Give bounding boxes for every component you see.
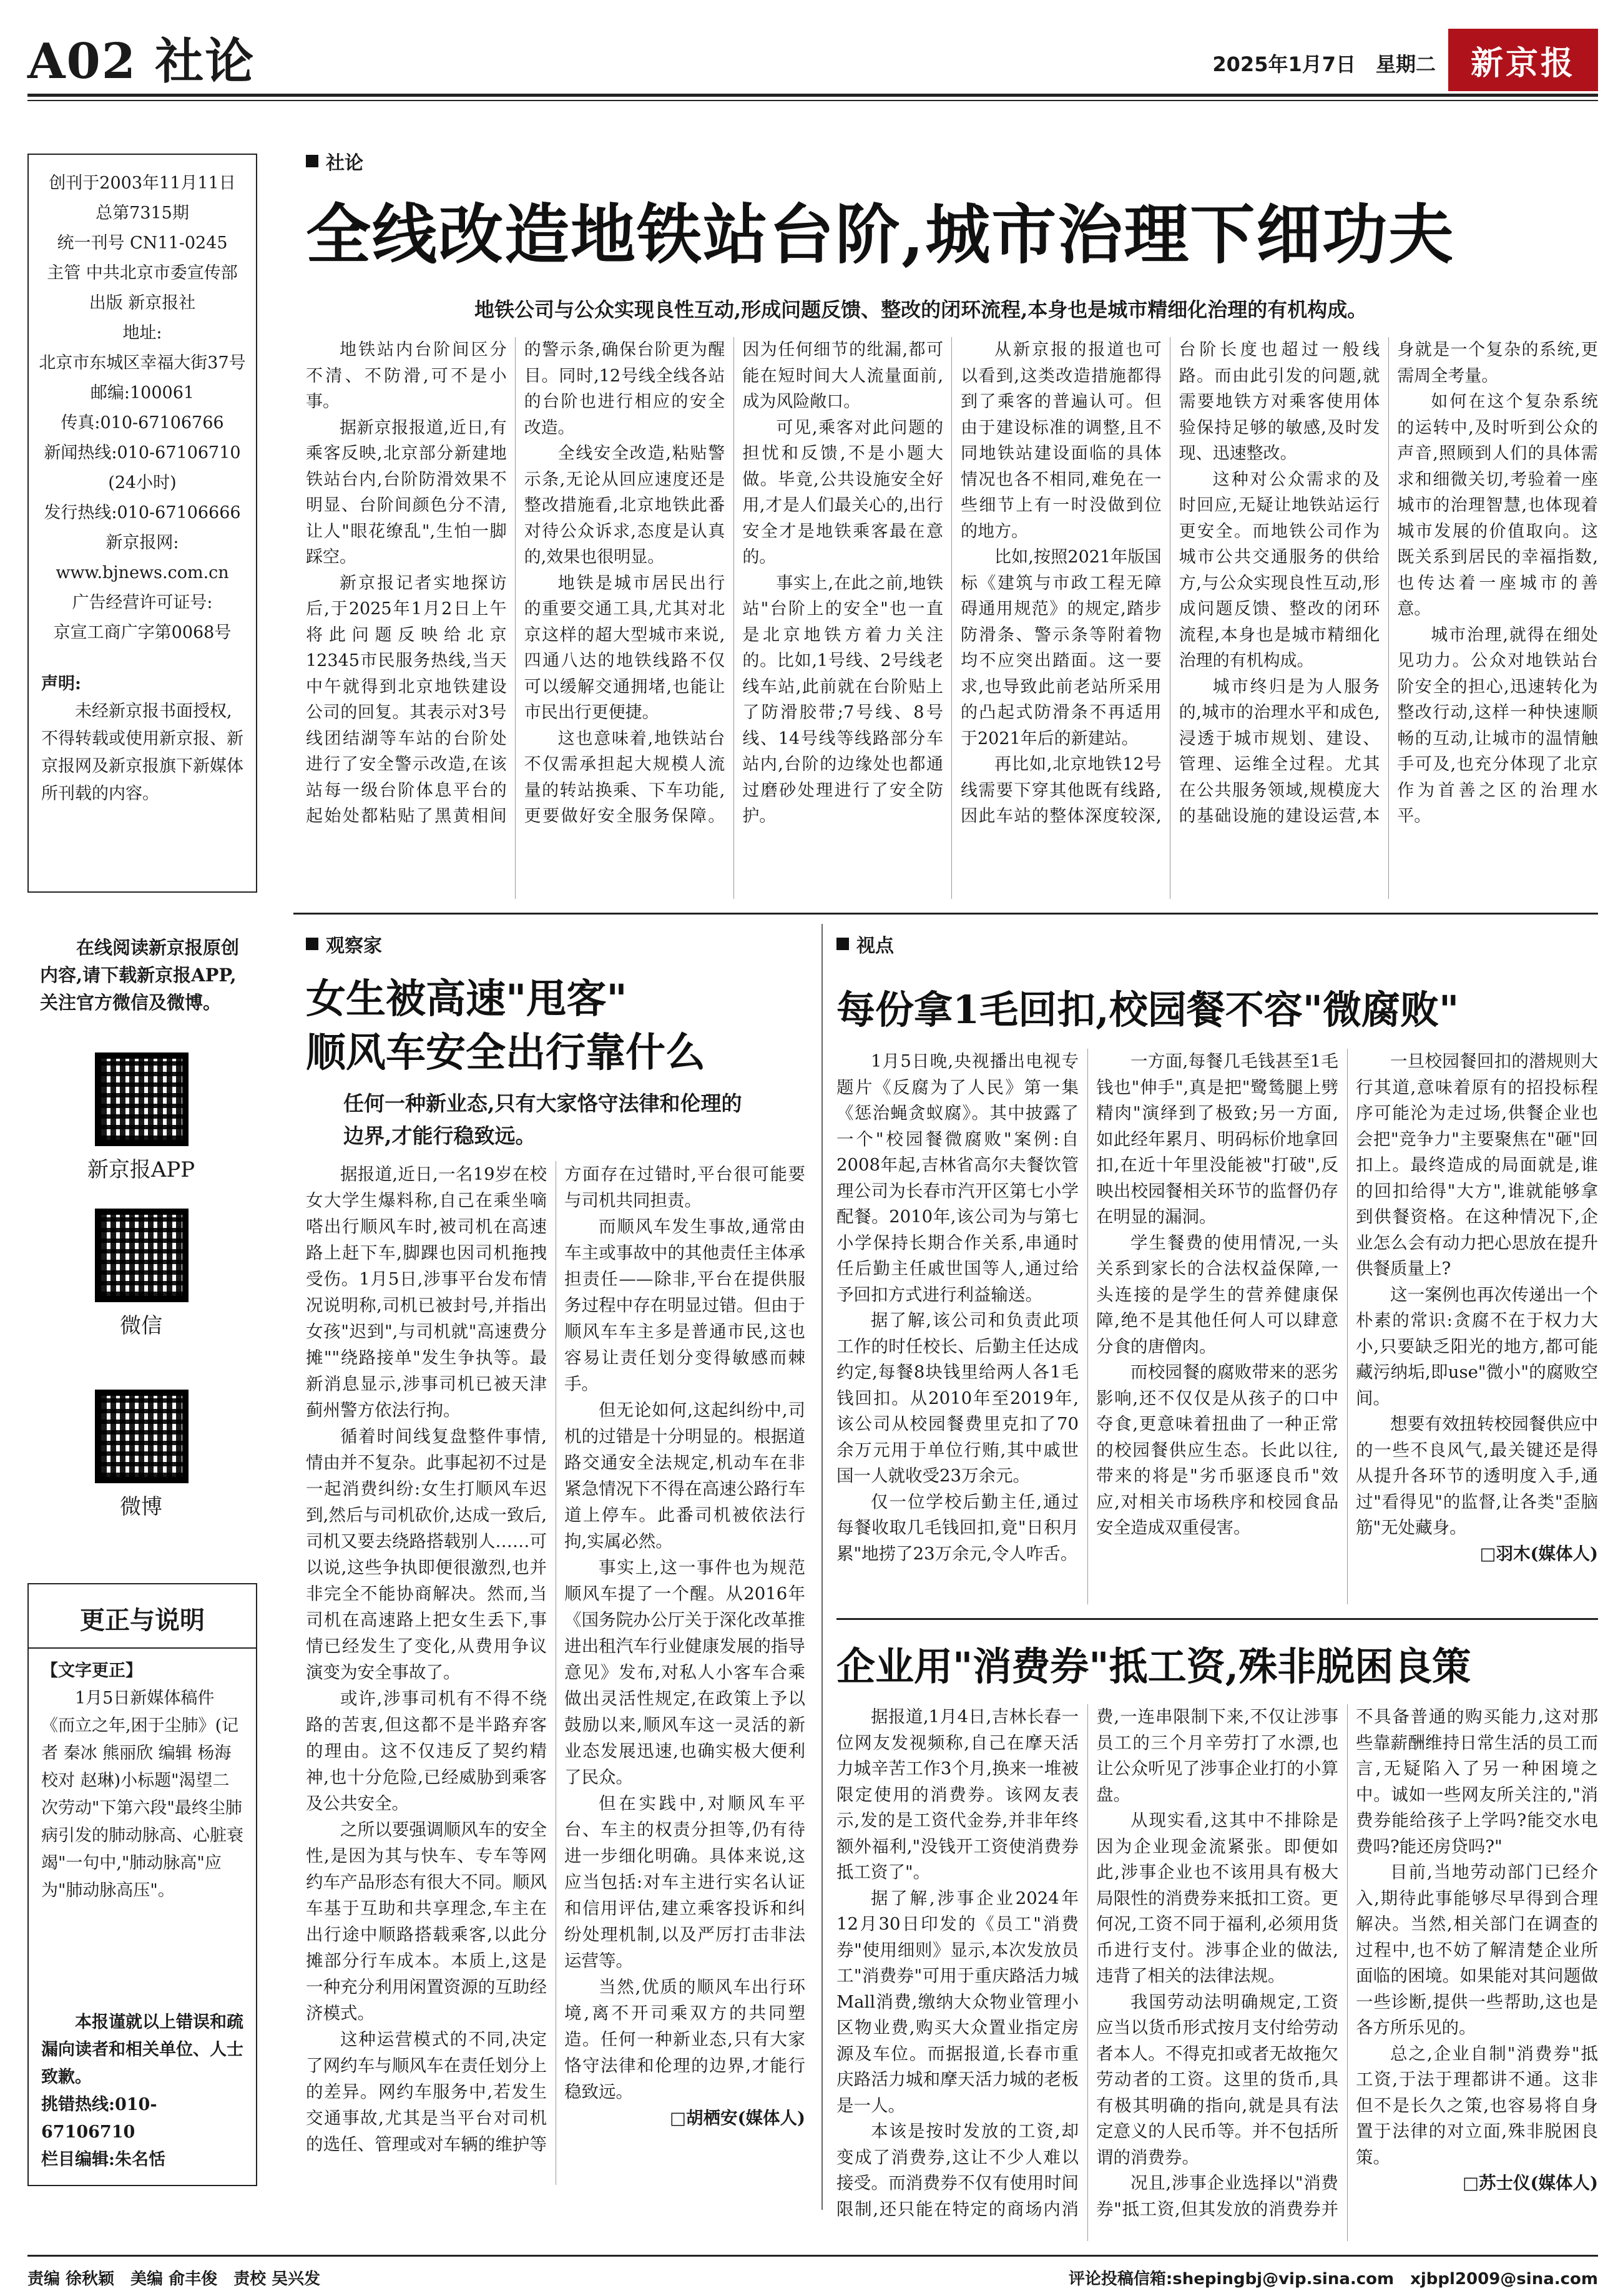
editorial-headline: 全线改造地铁站台阶,城市治理下细功夫 bbox=[306, 196, 1455, 273]
article-paragraph: 地铁是城市居民出行的重要交通工具,尤其对北京这样的超大型城市来说,四通八达的地铁线路不仅可以缓解交通拥堵,也能让市民出行更便捷。 bbox=[524, 573, 725, 722]
editorial-deck: 地铁公司与公众实现良性互动,形成问题反馈、整改的闭环流程,本身也是城市精细化治理的有机构成。 bbox=[474, 298, 1368, 321]
article-paragraph: 这种对公众需求的及时回应,无疑让地铁站运行更安全。而地铁公司作为城市公共交通服务的供给方,与公众实现良性互动,形成问题反馈、整改的闭环流程,本身也是城市精细化治理的有机构成。 bbox=[1179, 469, 1380, 670]
article-paragraph: 事实上,在此之前,地铁站"台阶上的安全"也一直是北京地铁方着力关注的。比如,1号线、2号线老线车站,此前就在台阶贴上了防滑胶带;7号线、8号线、14号线等线路部分车站内,台阶的边缘处也都通过磨砂处理进行了安全防护。 bbox=[742, 573, 943, 826]
statement bbox=[29, 670, 256, 808]
article-paragraph: 之所以要强调顺风车的安全性,是因为其与快车、专车等网约车产品形态有很大不同。顺风车基于互助和共享理念,车主在出行途中顺路搭载乘客,以此分摊部分行车成本。本质上,这是一种充分利用闲置资源的互助经济模式。 bbox=[306, 1820, 547, 2023]
article-paragraph: 但无论如何,这起纠纷中,司机的过错是十分明显的。根据道路交通安全法规定,机动车在非紧急情况下不得在高速公路行车道上停车。此番司机被依法行拘,实属必然。 bbox=[564, 1400, 805, 1551]
article-paragraph: 如何在这个复杂系统的运转中,及时听到公众的声音,照顾到人们的具体需求和细微关切,考验着一座城市的治理智慧,也体现着城市发展的价值取向。这既关系到居民的幸福指数,也传达着一座城市的善意。 bbox=[1397, 392, 1598, 619]
page-number: A02 社论 bbox=[27, 33, 255, 90]
article-paragraph: 总之,企业自制"消费券"抵工资,于法于理都讲不通。这非但不是长久之策,也容易将自身置于法律的对立面,殊非脱困良策。 bbox=[1356, 2043, 1598, 2167]
article-paragraph: 这一案例也再次传递出一个朴素的常识:贪腐不在于权力大小,只要缺乏阳光的地方,都可能藏污纳垢,即use"微小"的腐败空间。 bbox=[1356, 1284, 1598, 1408]
viewpoint-headline: 每份拿1毛回扣,校园餐不容"微腐败" bbox=[836, 987, 1459, 1033]
publication-info-line: 出版 新京报社 bbox=[89, 293, 196, 313]
weibo-qr-label: 微博 bbox=[120, 1494, 162, 1519]
article-paragraph: 这也意味着,地铁站台不仅需承担起大规模人流量的转站换乘、下车功能,更要做好安全服务保障。因为任何细节的纰漏,都可能在短时间大人流量面前,成为风险敞口。 bbox=[524, 340, 943, 826]
article-paragraph: 从现实看,这其中不排除是因为企业现金流紧张。即便如此,涉事企业也不该用具有极大局限性的消费券来抵扣工资。更何况,工资不同于福利,必须用货币进行支付。涉事企业的做法,违背了相关的法律法规。 bbox=[1096, 1810, 1338, 1986]
closing-note: 本报谨就以上错误和疏漏向读者和相关单位、人士致歉。 bbox=[41, 2013, 243, 2087]
observer-headline-line-1: 女生被高速"甩客" bbox=[306, 976, 627, 1023]
publication-info-line: 创刊于2003年11月11日 bbox=[49, 174, 236, 193]
voucher-body bbox=[836, 1704, 1598, 2241]
article-paragraph: 地铁站内台阶间区分不清、不防滑,可不是小事。 bbox=[306, 340, 507, 411]
observer-headline-line-2: 顺风车安全出行靠什么 bbox=[306, 1029, 705, 1076]
article-paragraph: 目前,当地劳动部门已经介入,期待此事能够尽早得到合理解决。当然,相关部门在调查的过程中,也不妨了解清楚企业所面临的困境。如果能对其问题做一些诊断,提供一些帮助,这也是各方所乐见的。 bbox=[1356, 1862, 1598, 2038]
publication-info-line: (24小时) bbox=[108, 473, 177, 493]
publication-info-line: 新京报网: bbox=[105, 533, 179, 552]
editorial-body bbox=[306, 337, 1598, 899]
article-paragraph: 据了解,该公司和负责此项工作的时任校长、后勤主任达成约定,每餐8块钱里给两人各1毛钱回扣。从2010年至2019年,该公司从校园餐费里克扣了70余万元用于单位行贿,其中戚世国一人就收受23万余元。 bbox=[836, 1310, 1079, 1486]
publication-info-line: 统一刊号 CN11-0245 bbox=[57, 233, 228, 253]
closing-editor: 栏目编辑:朱名恬 bbox=[41, 2150, 165, 2169]
article-paragraph: 新京报记者实地探访后,于2025年1月2日上午将此问题反映给北京12345市民服务热线,当天中午就得到北京地铁建设公司的回复。其表示对3号线团结湖等车站的台阶处进行了安全警示改造,在该站每一级台阶体息平台的起始处都粘贴了黑黄相间的警示条,确保台阶更为醒目。同时,12号线全线各站的台阶也进行相应的安全改造。 bbox=[306, 340, 725, 826]
article-paragraph: 当然,优质的顺风车出行环境,离不开司乘双方的共同塑造。任何一种新业态,只有大家恪守法律和伦理的边界,才能行稳致远。 bbox=[564, 1977, 805, 2102]
header-rule bbox=[27, 94, 1598, 97]
correction-text: 1月5日新媒体稿件《而立之年,困于尘肺》(记者 秦冰 熊丽欣 编辑 杨海 校对 赵琳)小标题"渴望二次劳动"下第六段"最终尘肺病引发的肺动脉高、心脏衰竭"一句中,"肺动脉高"应为"肺动脉高压"。 bbox=[41, 1689, 243, 1900]
wechat-qr-code[interactable] bbox=[95, 1209, 189, 1302]
publication-info-line: www.bjnews.com.cn bbox=[56, 563, 229, 582]
section-square-icon bbox=[306, 938, 318, 950]
article-paragraph: 事实上,这一事件也为规范顺风车提了一个醒。从2016年《国务院办公厅关于深化改革推进出租汽车行业健康发展的指导意见》发布,对私人小客车合乘做出灵活性规定,在政策上予以鼓励以来,顺风车这一灵活的新业态发展迅速,也确实极大便利了民众。 bbox=[564, 1558, 805, 1787]
article-byline: □胡栖安(媒体人) bbox=[669, 2108, 805, 2128]
article-paragraph: 一方面,每餐几毛钱甚至1毛钱也"伸手",真是把"鹭鸶腿上劈精肉"演绎到了极致;另一方面,如此经年累月、明码标价地拿回扣,在近十年里没能被"打破",反映出校园餐相关环节的监督仍存在明显的漏洞。 bbox=[1096, 1051, 1338, 1227]
article-paragraph: 或许,涉事司机有不得不绕路的苦衷,但这都不是半路弃客的理由。这不仅违反了契约精神,也十分危险,已经威胁到乘客及公共安全。 bbox=[306, 1689, 547, 1813]
viewpoint-body bbox=[836, 1049, 1598, 1604]
wechat-qr-label: 微信 bbox=[120, 1313, 162, 1338]
section-square-icon bbox=[306, 155, 318, 167]
publication-info-line: 广告经营许可证号: bbox=[72, 593, 213, 612]
footer-contact: 评论投稿信箱:shepingbj@vip.sina.com xjbpl2009@sina.com bbox=[1068, 2270, 1598, 2289]
observer-body bbox=[306, 1161, 805, 2185]
observer-headline bbox=[306, 973, 705, 1080]
article-paragraph: 我国劳动法明确规定,工资应当以货币形式按月支付给劳动者本人。不得克扣或者无故拖欠劳动者的工资。这里的货币,具有极其明确的指向,就是具有法定意义的人民币等。并不包括所谓的消费券。 bbox=[1096, 1991, 1338, 2167]
publication-info-box bbox=[27, 154, 257, 893]
editorial-tag: 社论 bbox=[306, 147, 363, 175]
article-paragraph: 1月5日晚,央视播出电视专题片《反腐为了人民》第一集《惩治蝇贪蚁腐》。其中披露了一个"校园餐微腐败"案例:自2008年起,吉林省高尔夫餐饮管理公司为长春市汽开区第七小学配餐。2010年,该公司为与第七小学保持长期合作关系,串通时任后勤主任戚世国等人,通过给予回扣方式进行利益输送。 bbox=[836, 1051, 1079, 1305]
article-paragraph: 城市终归是为人服务的,城市的治理水平和成色,浸透于城市规划、建设、管理、运维全过程。尤其在公共服务领域,规模庞大的基础设施的建设运营,本身就是一个复杂的系统,更需周全考量。 bbox=[1179, 340, 1598, 826]
article-paragraph: 想要有效扭转校园餐供应中的一些不良风气,最关键还是得从提升各环节的透明度入手,通过"看得见"的监督,让各类"歪脑筋"无处藏身。 bbox=[1356, 1414, 1598, 1538]
article-paragraph: 比如,按照2021年版国标《建筑与市政工程无障碍通用规范》的规定,踏步防滑条、警示条等附着物均不应突出踏面。这一要求,也导致此前老站所采用的凸起式防滑条不再适用于2021年后的新建站。 bbox=[960, 547, 1162, 748]
publication-info-line: 发行热线:010-67106666 bbox=[44, 503, 241, 522]
masthead-logo: 新京报 bbox=[1448, 29, 1598, 91]
voucher-headline: 企业用"消费券"抵工资,殊非脱困良策 bbox=[836, 1644, 1471, 1689]
column-divider bbox=[821, 924, 823, 2210]
closing-hotline: 挑错热线:010-67106710 bbox=[41, 2095, 157, 2142]
publication-info bbox=[29, 155, 256, 648]
article-paragraph: 据新京报报道,近日,有乘客反映,北京部分新建地铁站台内,台阶防滑效果不明显、台阶间颜色分不清,让人"眼花缭乱",生怕一脚踩空。 bbox=[306, 418, 507, 567]
article-paragraph: 据报道,1月4日,吉林长春一位网友发视频称,自己在摩天活力城辛苦工作3个月,换来一堆被限定使用的消费券。该网友表示,发的是工资代金券,并非年终额外福利,"没钱开工资使消费券抵工资了"。 bbox=[836, 1707, 1079, 1882]
app-qr-label: 新京报APP bbox=[87, 1157, 195, 1182]
article-paragraph: 循着时间线复盘整件事情,情由并不复杂。此事起初不过是一起消费纠纷:女生打顺风车迟到,然后与司机砍价,达成一致后,司机又要去绕路搭载别人……可以说,这些争执即便很激烈,也并非完全不能协商解决。然而,当司机在高速路上把女生丢下,事情已经发生了变化,从费用争议演变为安全事故了。 bbox=[306, 1426, 547, 1682]
observer-deck: 任何一种新业态,只有大家恪守法律和伦理的边界,才能行稳致远。 bbox=[343, 1091, 742, 1148]
publication-info-line: 邮编:100061 bbox=[90, 383, 195, 403]
article-paragraph: 据报道,近日,一名19岁在校女大学生爆料称,自己在乘坐嘀嗒出行顺风车时,被司机在高速路上赶下车,脚踝也因司机拖拽受伤。1月5日,涉事平台发布情况说明称,司机已被封号,并指出女孩"迟到",与司机就"高速费分摊""绕路接单"发生争执等。最新消息显示,涉事司机已被天津蓟州警方依法行拘。 bbox=[306, 1164, 547, 1420]
statement-text: 未经新京报书面授权,不得转载或使用新京报、新京报网及新京报旗下新媒体所刊载的内容。 bbox=[41, 702, 243, 803]
section-divider bbox=[836, 1618, 1598, 1620]
article-byline: □苏士仪(媒体人) bbox=[1462, 2173, 1598, 2193]
article-paragraph: 本该是按时发放的工资,却变成了消费券,这让不少人难以接受。而消费券不仅有使用时间限制,还只能在特定的商场内消费,一连串限制下来,不仅让涉事员工的三个月辛劳打了水漂,也让公众听见了涉事企业打的小算盘。 bbox=[836, 1707, 1338, 2219]
publication-info-line: 京宣工商广字第0068号 bbox=[53, 623, 232, 642]
publication-info-line: 地址: bbox=[122, 323, 162, 343]
correction-title: 更正与说明 bbox=[29, 1584, 256, 1649]
article-paragraph: 而顺风车发生事故,通常由车主或事故中的其他责任主体承担责任——除非,平台在提供服务过程中存在明显过错。但由于顺风车车主多是普通市民,这也容易让责任划分变得敏感而棘手。 bbox=[564, 1217, 805, 1394]
publication-info-line: 传真:010-67106766 bbox=[61, 413, 224, 433]
article-byline: □羽木(媒体人) bbox=[1479, 1543, 1598, 1564]
footer-rule bbox=[27, 2255, 1598, 2257]
article-paragraph: 学生餐费的使用情况,一头关系到家长的合法权益保障,一头连接的是学生的营养健康保障,绝不是其他任何人可以肆意分食的唐僧肉。 bbox=[1096, 1232, 1338, 1357]
article-paragraph: 仅一位学校后勤主任,通过每餐收取几毛钱回扣,竟"日积月累"地捞了23万余元,令人咋舌。 bbox=[836, 1491, 1079, 1564]
viewpoint-tag: 视点 bbox=[836, 930, 894, 958]
observer-tag: 观察家 bbox=[306, 930, 382, 958]
publication-info-line: 北京市东城区幸福大街37号 bbox=[39, 353, 246, 373]
article-paragraph: 况且,涉事企业选择以"消费券"抵工资,但其发放的消费券并不具备普通的购买能力,这对那些靠薪酬维持日常生活的员工而言,无疑陷入了另一种困境之中。诚如一些网友所关注的,"消费券能给孩子上学吗?能交水电费吗?能还房贷吗?" bbox=[1096, 1707, 1598, 2219]
article-paragraph: 从新京报的报道也可以看到,这类改造措施都得到了乘客的普遍认可。但由于建设标准的调整,且不同地铁站建设面临的具体情况也各不相同,难免在一些细节上有一时没做到位的地方。 bbox=[960, 340, 1162, 541]
article-paragraph: 一旦校园餐回扣的潜规则大行其道,意味着原有的招投标程序可能沦为走过场,供餐企业也会把"竞争力"主要聚焦在"砸"回扣上。最终造成的局面就是,谁的回扣给得"大方",谁就能够拿到供餐资格。在这种情况下,企业怎么会有动力把心思放在提升供餐质量上? bbox=[1356, 1051, 1598, 1278]
article-paragraph: 这种运营模式的不同,决定了网约车与顺风车在责任划分上的差异。网约车服务中,若发生交通事故,尤其是当平台对司机的选任、管理或对车辆的维护等方面存在过错时,平台很可能要与司机共同担责。 bbox=[306, 1164, 805, 2154]
article-paragraph: 再比如,北京地铁12号线需要下穿其他既有线路,因此车站的整体深度较深,台阶长度也超过一般线路。而由此引发的问题,就需要地铁方对乘客使用体验保持足够的敏感,及时发现、迅速整改。 bbox=[960, 340, 1380, 826]
correction-tag: 【文字更正】 bbox=[41, 1661, 142, 1680]
article-paragraph: 而校园餐的腐败带来的恶劣影响,还不仅仅是从孩子的口中夺食,更意味着扭曲了一种正常的校园餐供应生态。长此以往,带来的将是"劣币驱逐良币"效应,对相关市场秩序和校园食品安全造成双重侵害。 bbox=[1096, 1362, 1338, 1538]
article-paragraph: 据了解,涉事企业2024年12月30日印发的《员工"消费券"使用细则》显示,本次发放员工"消费券"可用于重庆路活力城Mall消费,缴纳大众物业管理小区物业费,购买大众置业指定房源及车位。而据报道,长春市重庆路活力城和摩天活力城的老板是一人。 bbox=[836, 1888, 1079, 2116]
app-note: 在线阅读新京报原创内容,请下载新京报APP,关注官方微信及微博。 bbox=[40, 937, 240, 1013]
weibo-qr-code[interactable] bbox=[95, 1390, 189, 1483]
footer-credits: 责编 徐秋颖 美编 俞丰俊 责校 吴兴发 bbox=[27, 2270, 321, 2289]
statement-title: 声明: bbox=[41, 674, 81, 694]
article-paragraph: 城市治理,就得在细处见功力。公众对地铁站台阶安全的担心,迅速转化为整改行动,这样一种快速顺畅的互动,让城市的温情触手可及,也充分体现了北京作为首善之区的治理水平。 bbox=[1397, 625, 1598, 826]
article-paragraph: 可见,乘客对此问题的担忧和反馈,不是小题大做。毕竟,公共设施安全好用,才是人们最关心的,出行安全才是地铁乘客最在意的。 bbox=[742, 418, 943, 567]
header-rule-thin bbox=[27, 100, 1598, 101]
section-divider bbox=[293, 913, 1598, 915]
article-paragraph: 但在实践中,对顺风车平台、车主的权责分担等,仍有待进一步细化明确。具体来说,这应当包括:对车主进行实名认证和信用评估,建立乘客投诉和纠纷处理机制,以及严厉打击非法运营等。 bbox=[564, 1793, 805, 1971]
issue-date: 2025年1月7日 星期二 bbox=[1212, 52, 1436, 76]
correction-closing bbox=[29, 2009, 256, 2174]
article-paragraph: 全线安全改造,粘贴警示条,无论从回应速度还是整改措施看,北京地铁此番对待公众诉求,态度是认真的,效果也很明显。 bbox=[524, 444, 725, 567]
app-qr-code[interactable] bbox=[95, 1052, 189, 1146]
publication-info-line: 主管 中共北京市委宣传部 bbox=[47, 263, 238, 283]
section-square-icon bbox=[836, 938, 849, 950]
info-sidebar bbox=[27, 154, 265, 2189]
publication-info-line: 新闻热线:010-67106710 bbox=[44, 443, 241, 463]
publication-info-line: 总第7315期 bbox=[96, 204, 189, 223]
correction-box bbox=[27, 1583, 257, 2186]
